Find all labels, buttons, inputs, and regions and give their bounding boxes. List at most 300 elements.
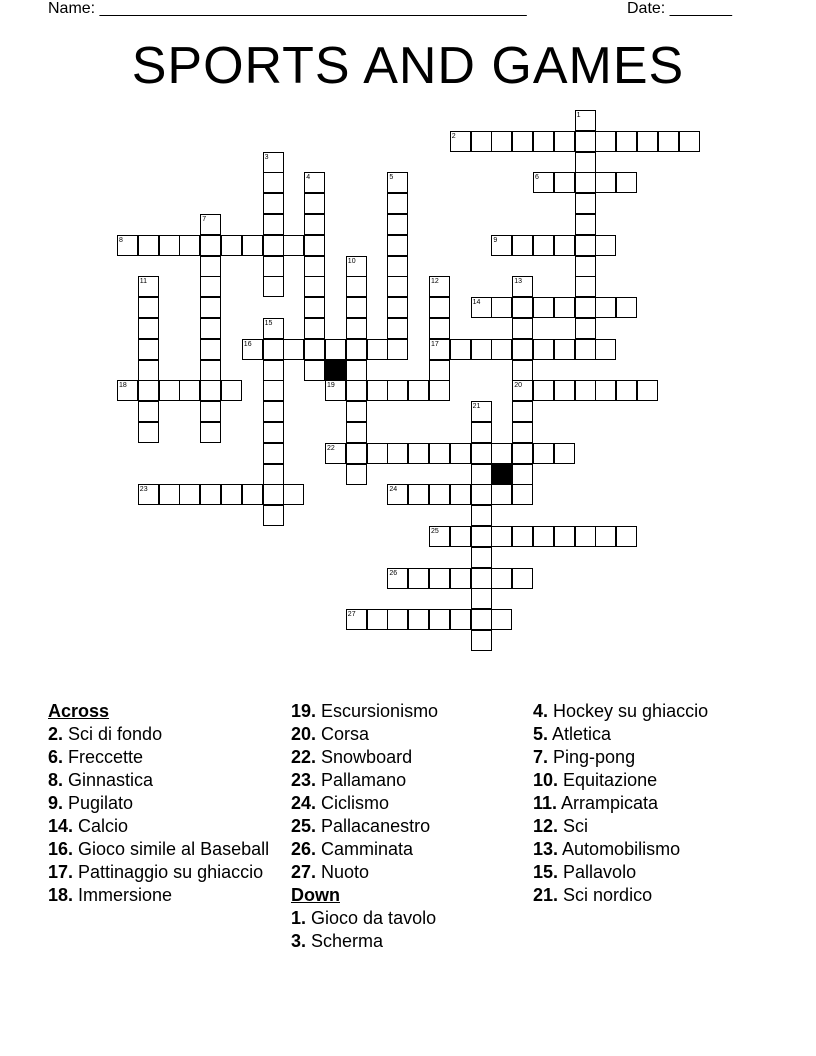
grid-cell[interactable]	[304, 193, 325, 214]
grid-cell[interactable]	[595, 297, 616, 318]
clue-text: Pallavolo	[558, 862, 637, 882]
grid-cell[interactable]	[471, 547, 492, 568]
grid-cell[interactable]	[263, 339, 284, 360]
grid-cell[interactable]	[450, 443, 471, 464]
clue-number-label: 19.	[291, 701, 317, 721]
clue-item	[533, 723, 773, 745]
grid-cell[interactable]	[554, 380, 575, 401]
grid-cell[interactable]	[387, 276, 408, 297]
clue-item	[48, 769, 288, 791]
clue-item	[48, 815, 288, 837]
grid-cell[interactable]	[346, 339, 367, 360]
clue-text: Calcio	[73, 816, 129, 836]
grid-cell[interactable]	[450, 339, 471, 360]
grid-cell[interactable]	[512, 131, 533, 152]
grid-cell[interactable]	[283, 484, 304, 505]
grid-cell[interactable]	[575, 152, 596, 173]
clue-number: 24	[389, 486, 398, 494]
clue-number: 23	[139, 486, 148, 494]
clue-number-label: 21.	[533, 885, 559, 905]
clue-item	[291, 838, 531, 860]
grid-cell[interactable]	[429, 609, 450, 630]
grid-cell[interactable]	[179, 380, 200, 401]
grid-cell[interactable]	[575, 380, 596, 401]
grid-cell[interactable]	[159, 235, 180, 256]
grid-cell[interactable]	[200, 422, 221, 443]
grid-cell[interactable]	[367, 339, 388, 360]
grid-cell[interactable]	[263, 401, 284, 422]
grid-cell[interactable]	[346, 464, 367, 485]
clue-text: Pallamano	[316, 770, 407, 790]
grid-cell[interactable]	[491, 484, 512, 505]
grid-cell[interactable]	[159, 484, 180, 505]
clue-item	[48, 884, 288, 906]
grid-cell[interactable]	[429, 380, 450, 401]
clue-item	[48, 792, 288, 814]
down-heading: Down	[291, 885, 340, 905]
grid-cell[interactable]	[346, 401, 367, 422]
grid-cell[interactable]	[512, 235, 533, 256]
clue-number-label: 17.	[48, 862, 74, 882]
grid-cell[interactable]	[616, 131, 637, 152]
grid-cell[interactable]	[263, 214, 284, 235]
grid-cell[interactable]	[387, 339, 408, 360]
grid-cell[interactable]	[138, 339, 159, 360]
grid-cell[interactable]	[471, 588, 492, 609]
grid-cell[interactable]	[138, 318, 159, 339]
grid-cell[interactable]	[179, 484, 200, 505]
clue-item	[291, 930, 531, 952]
clue-number-label: 16.	[48, 839, 74, 859]
grid-cell[interactable]	[512, 484, 533, 505]
grid-cell[interactable]	[283, 235, 304, 256]
grid-cell[interactable]	[304, 360, 325, 381]
clue-text: Sci	[558, 816, 589, 836]
clue-item	[533, 700, 773, 722]
clue-text: Freccette	[63, 747, 144, 767]
clue-number-label: 10.	[533, 770, 559, 790]
clue-number: 12	[431, 278, 439, 286]
grid-cell[interactable]	[512, 318, 533, 339]
grid-cell[interactable]	[533, 339, 554, 360]
clue-text: Sci nordico	[558, 885, 653, 905]
clue-number: 25	[431, 528, 439, 535]
grid-cell[interactable]	[304, 276, 325, 297]
clue-number: 22	[327, 444, 335, 452]
grid-cell[interactable]	[387, 380, 408, 401]
grid-cell[interactable]	[616, 526, 637, 547]
grid-cell[interactable]	[429, 568, 450, 589]
grid-cell[interactable]	[491, 297, 512, 318]
clue-number-label: 1.	[291, 908, 307, 928]
grid-cell[interactable]	[575, 526, 596, 547]
grid-cell[interactable]	[263, 380, 284, 401]
grid-cell[interactable]	[304, 297, 325, 318]
clue-number: 7	[202, 216, 207, 223]
grid-cell[interactable]	[533, 380, 554, 401]
grid-cell[interactable]	[387, 214, 408, 235]
grid-cell[interactable]	[304, 214, 325, 235]
clue-item	[533, 838, 773, 860]
grid-cell[interactable]	[512, 422, 533, 443]
clue-number: 27	[347, 611, 356, 619]
grid-cell[interactable]	[637, 131, 658, 152]
grid-cell[interactable]	[512, 360, 533, 381]
grid-cell[interactable]	[138, 235, 159, 256]
grid-cell[interactable]	[387, 318, 408, 339]
grid-cell[interactable]	[221, 380, 242, 401]
clue-text: Pattinaggio su ghiaccio	[73, 862, 264, 882]
grid-cell[interactable]	[263, 276, 284, 297]
grid-cell[interactable]	[491, 526, 512, 547]
clue-text: Arrampicata	[557, 793, 659, 813]
grid-cell[interactable]	[637, 380, 658, 401]
clue-text: Pugilato	[63, 793, 134, 813]
grid-cell[interactable]	[200, 297, 221, 318]
clue-number: 4	[306, 174, 311, 182]
grid-cell[interactable]	[512, 339, 533, 360]
grid-cell[interactable]	[533, 526, 554, 547]
clue-item	[533, 884, 773, 906]
grid-cell[interactable]	[304, 339, 325, 360]
across-heading: Across	[48, 701, 110, 721]
grid-cell[interactable]	[471, 568, 492, 589]
grid-cell[interactable]	[325, 339, 346, 360]
clue-number-label: 18.	[48, 885, 74, 905]
grid-cell[interactable]	[304, 235, 325, 256]
clue-text: Automobilismo	[558, 839, 681, 859]
clue-item	[291, 907, 531, 929]
clue-item	[48, 861, 288, 883]
grid-cell[interactable]	[263, 360, 284, 381]
grid-cell[interactable]	[200, 276, 221, 297]
clue-text: Gioco simile al Baseball	[73, 839, 270, 859]
clue-number-label: 9.	[48, 793, 64, 813]
grid-cell[interactable]	[512, 568, 533, 589]
grid-cell[interactable]	[533, 131, 554, 152]
clue-text: Snowboard	[316, 747, 413, 767]
clue-text: Ping-pong	[548, 747, 636, 767]
clue-number-label: 6.	[48, 747, 64, 767]
grid-cell[interactable]	[450, 609, 471, 630]
name-label: Name:	[48, 0, 96, 17]
clue-item	[291, 792, 531, 814]
grid-cell[interactable]	[200, 380, 221, 401]
grid-cell[interactable]	[616, 380, 637, 401]
grid-cell[interactable]	[346, 360, 367, 381]
grid-cell[interactable]	[200, 484, 221, 505]
date-label: Date:	[627, 0, 666, 17]
grid-cell[interactable]	[283, 339, 304, 360]
grid-cell[interactable]	[304, 318, 325, 339]
grid-cell[interactable]	[595, 526, 616, 547]
grid-cell[interactable]	[450, 568, 471, 589]
grid-cell[interactable]	[367, 609, 388, 630]
clue-text: Hockey su ghiaccio	[548, 701, 709, 721]
clue-number: 26	[389, 569, 398, 577]
clue-number: 16	[243, 340, 252, 348]
grid-cell[interactable]	[471, 443, 492, 464]
clue-number: 13	[514, 278, 522, 286]
black-cell	[325, 360, 346, 381]
grid-cell[interactable]	[679, 131, 700, 152]
clue-number: 3	[264, 153, 269, 161]
clue-number-label: 11.	[533, 793, 558, 813]
clue-item	[291, 723, 531, 745]
grid-cell[interactable]	[387, 443, 408, 464]
grid-cell[interactable]	[346, 297, 367, 318]
clue-number-label: 22.	[291, 747, 317, 767]
grid-cell[interactable]	[595, 172, 616, 193]
grid-cell[interactable]	[554, 297, 575, 318]
clue-item	[48, 838, 288, 860]
clue-number-label: 4.	[533, 701, 549, 721]
grid-cell[interactable]	[367, 443, 388, 464]
grid-cell[interactable]	[471, 609, 492, 630]
date-line: _______	[669, 0, 732, 17]
grid-cell[interactable]	[533, 235, 554, 256]
grid-cell[interactable]	[138, 380, 159, 401]
grid-cell[interactable]	[471, 484, 492, 505]
grid-cell[interactable]	[346, 422, 367, 443]
clue-text: Equitazione	[558, 770, 658, 790]
grid-cell[interactable]	[200, 318, 221, 339]
clue-item	[533, 861, 773, 883]
name-line: ________________________________________________	[99, 0, 527, 17]
grid-cell[interactable]	[263, 235, 284, 256]
grid-cell[interactable]	[242, 484, 263, 505]
grid-cell[interactable]	[221, 235, 242, 256]
clue-item	[533, 815, 773, 837]
clue-number: 6	[535, 174, 539, 182]
grid-cell[interactable]	[263, 505, 284, 526]
grid-cell[interactable]	[138, 422, 159, 443]
grid-cell[interactable]	[221, 484, 242, 505]
clue-number-label: 23.	[291, 770, 317, 790]
grid-cell[interactable]	[346, 318, 367, 339]
grid-cell[interactable]	[554, 131, 575, 152]
clue-text: Pallacanestro	[316, 816, 431, 836]
grid-cell[interactable]	[138, 360, 159, 381]
grid-cell[interactable]	[595, 380, 616, 401]
clue-number-label: 14.	[48, 816, 74, 836]
grid-cell[interactable]	[554, 526, 575, 547]
clues-column-1	[48, 700, 288, 907]
grid-cell[interactable]	[429, 297, 450, 318]
grid-cell[interactable]	[200, 339, 221, 360]
grid-cell[interactable]	[471, 422, 492, 443]
grid-cell[interactable]	[512, 297, 533, 318]
grid-cell[interactable]	[616, 172, 637, 193]
clue-text: Gioco da tavolo	[306, 908, 437, 928]
grid-cell[interactable]	[263, 172, 284, 193]
clue-item	[291, 746, 531, 768]
grid-cell[interactable]	[491, 339, 512, 360]
clue-item	[533, 769, 773, 791]
grid-cell[interactable]	[471, 630, 492, 651]
grid-cell[interactable]	[200, 401, 221, 422]
clue-number: 8	[119, 236, 123, 244]
clue-item	[291, 861, 531, 883]
clue-item	[291, 769, 531, 791]
clue-item	[291, 815, 531, 837]
clue-number-label: 15.	[533, 862, 559, 882]
clue-text: Nuoto	[316, 862, 370, 882]
grid-cell[interactable]	[138, 401, 159, 422]
grid-cell[interactable]	[200, 235, 221, 256]
grid-cell[interactable]	[471, 505, 492, 526]
clue-number: 14	[472, 299, 481, 307]
grid-cell[interactable]	[429, 318, 450, 339]
grid-cell[interactable]	[408, 568, 429, 589]
grid-cell[interactable]	[512, 464, 533, 485]
grid-cell[interactable]	[575, 235, 596, 256]
grid-cell[interactable]	[346, 276, 367, 297]
grid-cell[interactable]	[533, 297, 554, 318]
grid-cell[interactable]	[575, 214, 596, 235]
clue-text: Ginnastica	[63, 770, 154, 790]
clue-text: Escursionismo	[316, 701, 439, 721]
grid-cell[interactable]	[658, 131, 679, 152]
grid-cell[interactable]	[554, 443, 575, 464]
clue-number: 15	[264, 320, 273, 327]
clue-number-label: 27.	[291, 862, 317, 882]
clue-number: 10	[347, 257, 356, 265]
clue-text: Sci di fondo	[63, 724, 163, 744]
clue-number-label: 13.	[533, 839, 559, 859]
grid-cell[interactable]	[595, 339, 616, 360]
clue-text: Corsa	[316, 724, 370, 744]
grid-cell[interactable]	[575, 297, 596, 318]
clue-text: Camminata	[316, 839, 414, 859]
clue-text: Scherma	[306, 931, 384, 951]
clue-number-label: 8.	[48, 770, 64, 790]
grid-cell[interactable]	[512, 401, 533, 422]
grid-cell[interactable]	[346, 380, 367, 401]
grid-cell[interactable]	[491, 609, 512, 630]
grid-cell[interactable]	[595, 235, 616, 256]
clue-number: 19	[327, 382, 335, 390]
grid-cell[interactable]	[575, 172, 596, 193]
clue-number-label: 2.	[48, 724, 64, 744]
grid-cell[interactable]	[263, 422, 284, 443]
clue-text: Atletica	[548, 724, 612, 744]
clue-number-label: 26.	[291, 839, 317, 859]
grid-cell[interactable]	[450, 526, 471, 547]
grid-cell[interactable]	[263, 484, 284, 505]
clue-item	[48, 723, 288, 745]
clues-column-3	[533, 700, 773, 907]
grid-cell[interactable]	[554, 172, 575, 193]
grid-cell[interactable]	[595, 131, 616, 152]
grid-cell[interactable]	[554, 235, 575, 256]
clue-number: 18	[119, 382, 127, 390]
clue-number: 9	[493, 236, 498, 244]
grid-cell[interactable]	[200, 360, 221, 381]
clue-number: 11	[139, 278, 148, 286]
clue-number-label: 7.	[533, 747, 549, 767]
grid-cell[interactable]	[387, 609, 408, 630]
grid-cell[interactable]	[408, 443, 429, 464]
grid-cell[interactable]	[575, 256, 596, 277]
grid-cell[interactable]	[200, 256, 221, 277]
grid-cell[interactable]	[575, 131, 596, 152]
grid-cell[interactable]	[408, 609, 429, 630]
grid-cell[interactable]	[429, 360, 450, 381]
grid-cell[interactable]	[429, 443, 450, 464]
grid-cell[interactable]	[179, 235, 200, 256]
grid-cell[interactable]	[575, 193, 596, 214]
grid-cell[interactable]	[429, 484, 450, 505]
clue-number: 1	[576, 112, 581, 119]
grid-cell[interactable]	[533, 443, 554, 464]
grid-cell[interactable]	[263, 193, 284, 214]
grid-cell[interactable]	[387, 256, 408, 277]
grid-cell[interactable]	[575, 318, 596, 339]
clue-item	[48, 746, 288, 768]
grid-cell[interactable]	[242, 235, 263, 256]
grid-cell[interactable]	[471, 339, 492, 360]
clue-item	[291, 700, 531, 722]
grid-cell[interactable]	[304, 256, 325, 277]
grid-cell[interactable]	[263, 256, 284, 277]
clue-number-label: 20.	[291, 724, 317, 744]
grid-cell[interactable]	[408, 380, 429, 401]
clue-number-label: 3.	[291, 931, 307, 951]
page-title: SPORTS AND GAMES	[131, 37, 685, 95]
clues-column-2	[291, 700, 531, 953]
grid-cell[interactable]	[471, 526, 492, 547]
clue-number-label: 24.	[291, 793, 317, 813]
grid-cell[interactable]	[263, 464, 284, 485]
clue-number: 20	[514, 382, 522, 390]
clue-number: 2	[451, 132, 456, 140]
grid-cell[interactable]	[554, 339, 575, 360]
clue-item	[533, 746, 773, 768]
grid-cell[interactable]	[346, 443, 367, 464]
grid-cell[interactable]	[387, 193, 408, 214]
clue-number: 21	[472, 403, 481, 411]
grid-cell[interactable]	[387, 235, 408, 256]
clue-item	[533, 792, 773, 814]
clue-number: 17	[431, 340, 439, 348]
grid-cell[interactable]	[471, 131, 492, 152]
black-cell	[491, 464, 512, 485]
clue-number: 5	[389, 174, 394, 182]
grid-cell[interactable]	[138, 297, 159, 318]
grid-cell[interactable]	[491, 568, 512, 589]
grid-cell[interactable]	[616, 297, 637, 318]
grid-cell[interactable]	[263, 443, 284, 464]
grid-cell[interactable]	[512, 526, 533, 547]
grid-cell[interactable]	[512, 443, 533, 464]
grid-cell[interactable]	[159, 380, 180, 401]
grid-cell[interactable]	[491, 131, 512, 152]
clue-number-label: 5.	[533, 724, 549, 744]
grid-cell[interactable]	[471, 464, 492, 485]
grid-cell[interactable]	[450, 484, 471, 505]
clue-number-label: 25.	[291, 816, 317, 836]
grid-cell[interactable]	[575, 276, 596, 297]
grid-cell[interactable]	[387, 297, 408, 318]
clue-text: Ciclismo	[316, 793, 390, 813]
grid-cell[interactable]	[491, 443, 512, 464]
grid-cell[interactable]	[575, 339, 596, 360]
clue-text: Immersione	[73, 885, 173, 905]
clue-number-label: 12.	[533, 816, 559, 836]
grid-cell[interactable]	[367, 380, 388, 401]
grid-cell[interactable]	[408, 484, 429, 505]
